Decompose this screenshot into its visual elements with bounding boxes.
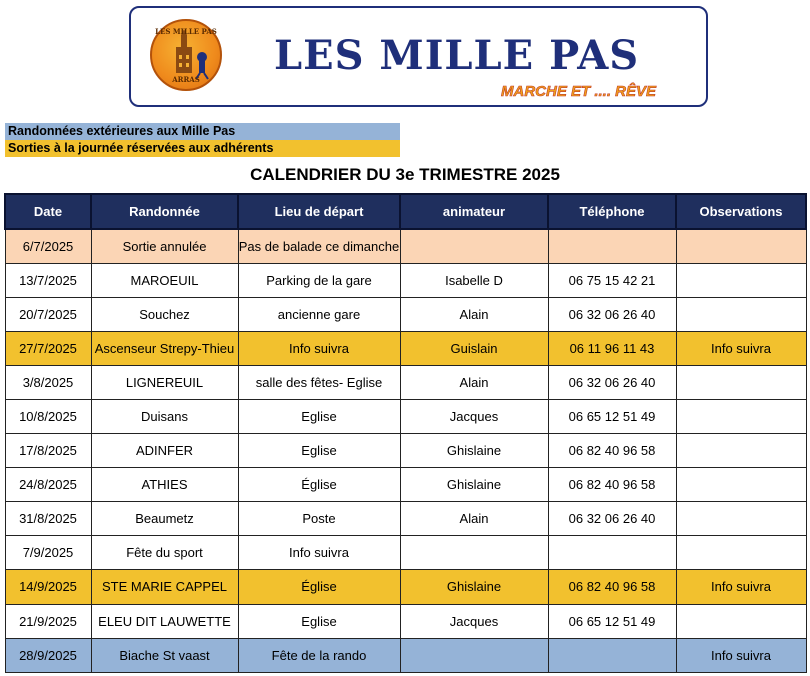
- cell-randonnee: STE MARIE CAPPEL: [91, 570, 238, 604]
- cell-randonnee: ADINFER: [91, 434, 238, 468]
- legend-members-day-trips: Sorties à la journée réservées aux adhérents: [5, 140, 400, 157]
- cell-animateur: Jacques: [400, 399, 548, 433]
- cell-randonnee: Ascenseur Strepy-Thieu: [91, 331, 238, 365]
- page-subtitle: MARCHE ET .... RÊVE: [501, 83, 657, 100]
- cell-animateur: Jacques: [400, 604, 548, 638]
- club-logo: [150, 19, 222, 91]
- table-row: [5, 434, 806, 468]
- logo-text-bottom: ARRAS: [172, 75, 200, 84]
- cell-date: 10/8/2025: [5, 399, 91, 433]
- table-row: [5, 536, 806, 570]
- cell-telephone: [548, 229, 676, 263]
- table-row: [5, 263, 806, 297]
- header-date: Date: [5, 194, 91, 229]
- cell-observations: [676, 468, 806, 502]
- cell-randonnee: ATHIES: [91, 468, 238, 502]
- cell-animateur: Isabelle D: [400, 263, 548, 297]
- header-telephone: Téléphone: [548, 194, 676, 229]
- cell-telephone: 06 32 06 26 40: [548, 365, 676, 399]
- cell-date: 31/8/2025: [5, 502, 91, 536]
- cell-telephone: 06 82 40 96 58: [548, 434, 676, 468]
- cell-telephone: 06 82 40 96 58: [548, 468, 676, 502]
- cell-date: 13/7/2025: [5, 263, 91, 297]
- cell-date: 20/7/2025: [5, 297, 91, 331]
- header-randonnee: Randonnée: [91, 194, 238, 229]
- cell-observations: Info suivra: [676, 331, 806, 365]
- cell-randonnee: Sortie annulée: [91, 229, 238, 263]
- cell-randonnee: MAROEUIL: [91, 263, 238, 297]
- cell-date: 14/9/2025: [5, 570, 91, 604]
- cell-lieu-depart: ancienne gare: [238, 297, 400, 331]
- cell-observations: [676, 604, 806, 638]
- cell-lieu-depart: Eglise: [238, 604, 400, 638]
- calendar-title: CALENDRIER DU 3e TRIMESTRE 2025: [250, 165, 560, 184]
- header-banner: [129, 6, 708, 107]
- cell-lieu-depart: Eglise: [238, 399, 400, 433]
- cell-telephone: 06 75 15 42 21: [548, 263, 676, 297]
- cell-date: 21/9/2025: [5, 604, 91, 638]
- table-row: [5, 570, 806, 604]
- cell-lieu-depart: Info suivra: [238, 331, 400, 365]
- cell-telephone: 06 32 06 26 40: [548, 502, 676, 536]
- cell-animateur: Ghislaine: [400, 468, 548, 502]
- cell-date: 17/8/2025: [5, 434, 91, 468]
- cell-randonnee: Biache St vaast: [91, 638, 238, 672]
- cell-animateur: Alain: [400, 502, 548, 536]
- cell-lieu-depart: Poste: [238, 502, 400, 536]
- table-row: [5, 229, 806, 263]
- cell-lieu-depart: Eglise: [238, 434, 400, 468]
- table-row: [5, 638, 806, 672]
- table-row: [5, 604, 806, 638]
- cell-randonnee: Souchez: [91, 297, 238, 331]
- cell-lieu-depart: salle des fêtes- Eglise: [238, 365, 400, 399]
- logo-text-top: LES MILLE PAS: [155, 27, 217, 36]
- cell-observations: [676, 229, 806, 263]
- cell-date: 24/8/2025: [5, 468, 91, 502]
- cell-lieu-depart: Parking de la gare: [238, 263, 400, 297]
- cell-date: 6/7/2025: [5, 229, 91, 263]
- legend-external-hikes: Randonnées extérieures aux Mille Pas: [5, 123, 400, 140]
- cell-observations: [676, 502, 806, 536]
- cell-animateur: Alain: [400, 365, 548, 399]
- cell-animateur: Ghislaine: [400, 570, 548, 604]
- cell-observations: [676, 434, 806, 468]
- cell-animateur: Alain: [400, 297, 548, 331]
- calendar-table: [4, 193, 807, 673]
- cell-lieu-depart: Église: [238, 468, 400, 502]
- cell-animateur: [400, 229, 548, 263]
- header-animateur: animateur: [400, 194, 548, 229]
- cell-telephone: [548, 638, 676, 672]
- cell-observations: Info suivra: [676, 638, 806, 672]
- cell-date: 28/9/2025: [5, 638, 91, 672]
- cell-lieu-depart: Info suivra: [238, 536, 400, 570]
- table-header-row: [5, 194, 806, 229]
- cell-animateur: Guislain: [400, 331, 548, 365]
- cell-observations: [676, 399, 806, 433]
- cell-date: 7/9/2025: [5, 536, 91, 570]
- cell-telephone: 06 65 12 51 49: [548, 604, 676, 638]
- cell-observations: [676, 365, 806, 399]
- cell-randonnee: LIGNEREUIL: [91, 365, 238, 399]
- cell-randonnee: Fête du sport: [91, 536, 238, 570]
- table-row: [5, 331, 806, 365]
- page-title: LES MILLE PAS: [274, 32, 640, 79]
- cell-observations: [676, 263, 806, 297]
- table-row: [5, 468, 806, 502]
- cell-observations: [676, 297, 806, 331]
- cell-date: 3/8/2025: [5, 365, 91, 399]
- cell-animateur: [400, 536, 548, 570]
- cell-lieu-depart: Fête de la rando: [238, 638, 400, 672]
- cell-telephone: [548, 536, 676, 570]
- cell-randonnee: Duisans: [91, 399, 238, 433]
- cell-lieu-depart: Pas de balade ce dimanche: [238, 229, 400, 263]
- table-row: [5, 502, 806, 536]
- cell-randonnee: Beaumetz: [91, 502, 238, 536]
- cell-telephone: 06 82 40 96 58: [548, 570, 676, 604]
- header-observations: Observations: [676, 194, 806, 229]
- cell-observations: [676, 536, 806, 570]
- cell-date: 27/7/2025: [5, 331, 91, 365]
- cell-telephone: 06 32 06 26 40: [548, 297, 676, 331]
- cell-telephone: 06 11 96 11 43: [548, 331, 676, 365]
- cell-lieu-depart: Église: [238, 570, 400, 604]
- cell-telephone: 06 65 12 51 49: [548, 399, 676, 433]
- table-row: [5, 297, 806, 331]
- header-lieu-depart: Lieu de départ: [238, 194, 400, 229]
- cell-animateur: [400, 638, 548, 672]
- cell-animateur: Ghislaine: [400, 434, 548, 468]
- table-row: [5, 399, 806, 433]
- table-row: [5, 365, 806, 399]
- cell-randonnee: ELEU DIT LAUWETTE: [91, 604, 238, 638]
- cell-observations: Info suivra: [676, 570, 806, 604]
